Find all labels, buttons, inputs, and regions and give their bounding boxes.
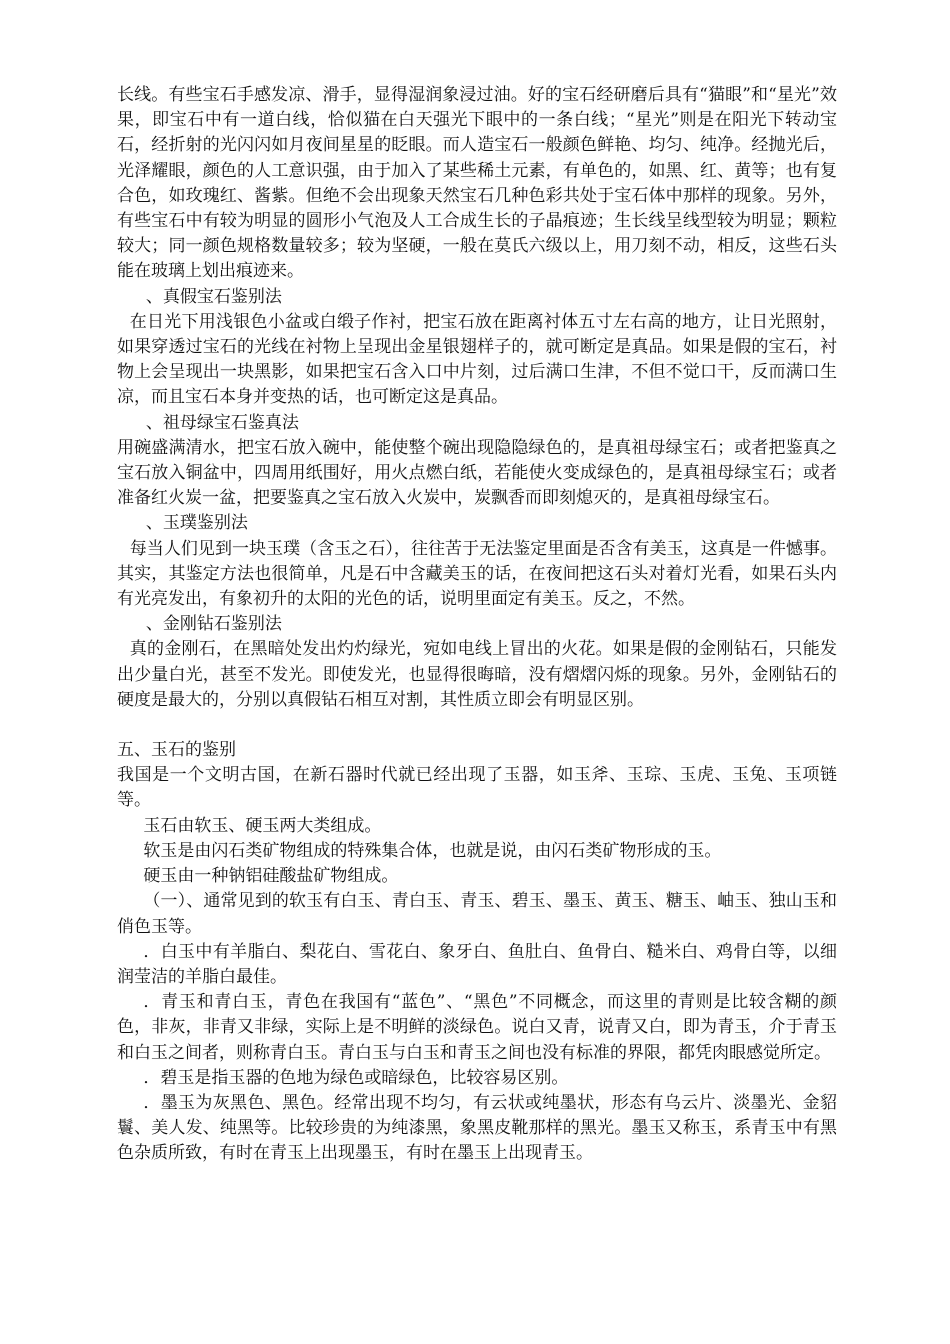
paragraph-jade-types: 玉石由软玉、硬玉两大类组成。 (143, 815, 382, 836)
section-heading-jade: 五、玉石的鉴别 (117, 740, 236, 761)
section-gap (117, 713, 837, 738)
heading-diamond: 、金刚钻石鉴别法 (145, 614, 282, 635)
paragraph-black-jade: ．墨玉为灰黑色、黑色。经常出现不均匀，有云状或纯墨状，形态有乌云片、淡墨光、金貂鬟、美人发、纯黑等。比较珍贵的为纯漆黑，象黑皮靴那样的黑光。墨玉又称玉，系青玉中有黑色杂质所致，有时在青玉上出现墨玉，有时在墨玉上出现青玉。 (117, 1092, 837, 1164)
heading-emerald: 、祖母绿宝石鉴真法 (145, 412, 299, 433)
paragraph-jade-raw-stone: 每当人们见到一块玉璞（含玉之石），往往苦于无法鉴定里面是否含有美玉，这真是一件憾事。其实，其鉴定方法也很简单，凡是石中含藏美玉的话，在夜间把这石头对着灯光看，如果石头内有光亮发出，有象初升的太阳的光色的话，说明里面定有美玉。反之，不然。 (117, 538, 837, 610)
paragraph-jade-history: 我国是一个文明古国，在新石器时代就已经出现了玉器，如玉斧、玉琮、玉虎、玉兔、玉项链等。 (117, 765, 837, 811)
paragraph-jasper: ．碧玉是指玉器的色地为绿色或暗绿色，比较容易区别。 (143, 1067, 569, 1088)
paragraph-green-jade: ．青玉和青白玉，青色在我国有“蓝色”、“黑色”不同概念，而这里的青则是比较含糊的颜色，非灰，非青又非绿，实际上是不明鲜的淡绿色。说白又青，说青又白，即为青玉，介于青玉和白玉之间者，则称青白玉。青白玉与白玉和青玉之间也没有标准的界限，都凭肉眼感觉所定。 (117, 992, 837, 1063)
document-page (117, 83, 837, 1167)
paragraph-nephrite: 软玉是由闪石类矿物组成的特殊集合体，也就是说，由闪石类矿物形成的玉。 (143, 840, 722, 861)
heading-true-false-gem: 、真假宝石鉴别法 (145, 286, 282, 307)
paragraph-diamond: 真的金刚石，在黑暗处发出灼灼绿光，宛如电线上冒出的火花。如果是假的金刚钻石，只能发出少量白光，甚至不发光。即使发光，也显得很晦暗，没有熠熠闪烁的现象。另外，金刚钻石的硬度是最大的，分别以真假钻石相互对割，其性质立即会有明显区别。 (117, 639, 837, 710)
paragraph-emerald: 用碗盛满清水，把宝石放入碗中，能使整个碗出现隐隐绿色的，是真祖母绿宝石；或者把鉴真之宝石放入铜盆中，四周用纸围好，用火点燃白纸，若能使火变成绿色的，是真祖母绿宝石；或者准备红火炭一盆，把要鉴真之宝石放入火炭中，炭飘香而即刻熄灭的，是真祖母绿宝石。 (117, 437, 837, 509)
heading-jade-raw-stone: 、玉璞鉴别法 (145, 513, 248, 534)
paragraph-gem-features: 长线。有些宝石手感发凉、滑手，显得湿润象浸过油。好的宝石经研磨后具有“猫眼”和“星光”效果，即宝石中有一道白线，恰似猫在白天强光下眼中的一条白线；“星光”则是在阳光下转动宝石，经折射的光闪闪如月夜间星星的眨眼。而人造宝石一般颜色鲜艳、均匀、纯净。经抛光后，光泽耀眼，颜色的人工意识强，由于加入了某些稀土元素，有单色的，如黑、红、黄等；也有复合色，如玫瑰红、酱紫。但绝不会出现象天然宝石几种色彩共处于宝石体中那样的现象。另外，有些宝石中有较为明显的圆形小气泡及人工合成生长的子晶痕迹；生长线呈线型较为明显；颗粒较大；同一颜色规格数量较多；较为坚硬，一般在莫氏六级以上，用刀刻不动，相反，这些石头能在玻璃上划出痕迹来。 (117, 85, 837, 282)
paragraph-white-jade: ．白玉中有羊脂白、梨花白、雪花白、象牙白、鱼肚白、鱼骨白、糙米白、鸡骨白等，以细润莹洁的羊脂白最佳。 (117, 941, 837, 987)
paragraph-true-false-gem: 在日光下用浅银色小盆或白缎子作衬，把宝石放在距离衬体五寸左右高的地方，让日光照射，如果穿透过宝石的光线在衬物上呈现出金星银翅样子的，就可断定是真品。如果是假的宝石，衬物上会呈现出一块黑影，如果把宝石含入口中片刻，过后满口生津，不但不觉口干，反而满口生凉，而且宝石本身并变热的话，也可断定这是真品。 (117, 311, 837, 408)
paragraph-nephrite-list: （一）、通常见到的软玉有白玉、青白玉、青玉、碧玉、墨玉、黄玉、糖玉、岫玉、独山玉和俏色玉等。 (117, 891, 837, 937)
paragraph-jadeite: 硬玉由一种钠铝硅酸盐矿物组成。 (143, 866, 399, 887)
